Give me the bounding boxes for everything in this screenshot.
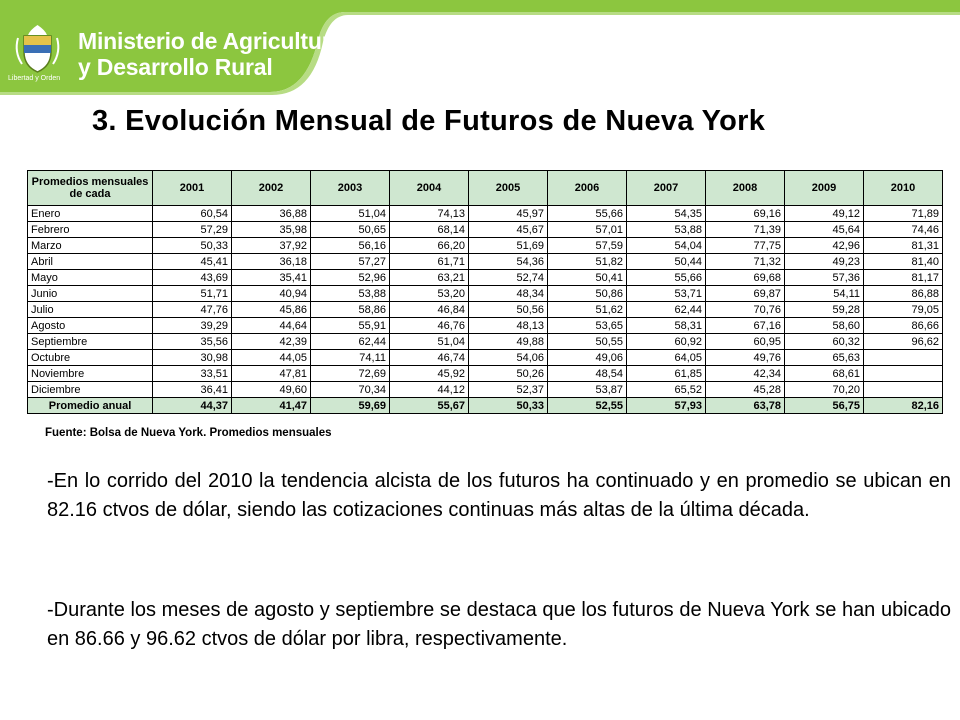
value-cell: 53,88	[311, 286, 390, 302]
year-header: 2001	[153, 171, 232, 206]
value-cell: 57,36	[785, 270, 864, 286]
average-cell: 59,69	[311, 398, 390, 414]
ministry-name-line2: y Desarrollo Rural	[78, 54, 273, 80]
table-row	[28, 382, 943, 398]
value-cell: 48,54	[548, 366, 627, 382]
month-cell: Junio	[28, 286, 153, 302]
month-cell: Marzo	[28, 238, 153, 254]
value-cell: 37,92	[232, 238, 311, 254]
value-cell: 59,28	[785, 302, 864, 318]
value-cell: 47,76	[153, 302, 232, 318]
header-banner	[0, 0, 960, 95]
value-cell: 56,16	[311, 238, 390, 254]
average-cell: 50,33	[469, 398, 548, 414]
value-cell: 46,84	[390, 302, 469, 318]
value-cell: 74,46	[864, 222, 943, 238]
value-cell: 50,33	[153, 238, 232, 254]
month-cell: Agosto	[28, 318, 153, 334]
value-cell: 69,68	[706, 270, 785, 286]
value-cell: 35,41	[232, 270, 311, 286]
month-cell: Noviembre	[28, 366, 153, 382]
value-cell: 60,92	[627, 334, 706, 350]
value-cell: 42,34	[706, 366, 785, 382]
month-cell: Diciembre	[28, 382, 153, 398]
corner-header: Promedios mensuales de cada	[28, 171, 153, 206]
value-cell: 53,88	[627, 222, 706, 238]
average-label: Promedio anual	[28, 398, 153, 414]
value-cell: 45,92	[390, 366, 469, 382]
year-header: 2008	[706, 171, 785, 206]
value-cell: 50,55	[548, 334, 627, 350]
value-cell: 44,12	[390, 382, 469, 398]
value-cell: 54,35	[627, 206, 706, 222]
value-cell: 49,06	[548, 350, 627, 366]
value-cell: 45,28	[706, 382, 785, 398]
average-cell: 82,16	[864, 398, 943, 414]
value-cell: 44,64	[232, 318, 311, 334]
value-cell: 49,12	[785, 206, 864, 222]
source-note: Fuente: Bolsa de Nueva York. Promedios mensuales	[45, 427, 332, 439]
value-cell: 66,20	[390, 238, 469, 254]
value-cell: 81,31	[864, 238, 943, 254]
value-cell: 86,66	[864, 318, 943, 334]
average-cell: 52,55	[548, 398, 627, 414]
table-row	[28, 206, 943, 222]
year-header: 2006	[548, 171, 627, 206]
futures-table	[27, 170, 943, 414]
average-cell: 56,75	[785, 398, 864, 414]
value-cell: 52,96	[311, 270, 390, 286]
value-cell: 45,97	[469, 206, 548, 222]
year-header: 2007	[627, 171, 706, 206]
average-cell: 44,37	[153, 398, 232, 414]
value-cell: 55,66	[627, 270, 706, 286]
value-cell: 74,13	[390, 206, 469, 222]
value-cell: 58,31	[627, 318, 706, 334]
value-cell: 48,13	[469, 318, 548, 334]
ministry-name-line1: Ministerio de Agricultura	[78, 28, 344, 54]
value-cell: 49,60	[232, 382, 311, 398]
value-cell	[864, 350, 943, 366]
value-cell: 81,40	[864, 254, 943, 270]
value-cell: 71,32	[706, 254, 785, 270]
value-cell: 72,69	[311, 366, 390, 382]
value-cell: 54,06	[469, 350, 548, 366]
value-cell: 52,74	[469, 270, 548, 286]
value-cell: 68,61	[785, 366, 864, 382]
value-cell: 65,63	[785, 350, 864, 366]
average-cell: 57,93	[627, 398, 706, 414]
value-cell: 62,44	[311, 334, 390, 350]
value-cell: 36,18	[232, 254, 311, 270]
coat-of-arms-icon	[10, 22, 70, 82]
table-row	[28, 238, 943, 254]
value-cell: 63,21	[390, 270, 469, 286]
month-cell: Enero	[28, 206, 153, 222]
value-cell: 54,11	[785, 286, 864, 302]
value-cell: 58,86	[311, 302, 390, 318]
value-cell: 67,16	[706, 318, 785, 334]
month-cell: Julio	[28, 302, 153, 318]
value-cell: 51,71	[153, 286, 232, 302]
value-cell: 36,41	[153, 382, 232, 398]
value-cell: 45,86	[232, 302, 311, 318]
value-cell	[864, 366, 943, 382]
value-cell: 57,27	[311, 254, 390, 270]
value-cell: 62,44	[627, 302, 706, 318]
value-cell: 53,65	[548, 318, 627, 334]
value-cell: 45,41	[153, 254, 232, 270]
page-title: 3. Evolución Mensual de Futuros de Nueva York	[92, 105, 766, 137]
table-header-row	[28, 171, 943, 206]
logo-caption: Libertad y Orden	[8, 75, 61, 82]
value-cell: 48,34	[469, 286, 548, 302]
value-cell: 33,51	[153, 366, 232, 382]
year-header: 2009	[785, 171, 864, 206]
value-cell: 60,32	[785, 334, 864, 350]
average-cell: 55,67	[390, 398, 469, 414]
value-cell: 44,05	[232, 350, 311, 366]
table-row	[28, 286, 943, 302]
value-cell: 50,56	[469, 302, 548, 318]
value-cell: 47,81	[232, 366, 311, 382]
value-cell: 43,69	[153, 270, 232, 286]
value-cell: 96,62	[864, 334, 943, 350]
value-cell: 45,67	[469, 222, 548, 238]
value-cell: 53,20	[390, 286, 469, 302]
table-row	[28, 350, 943, 366]
value-cell: 57,29	[153, 222, 232, 238]
table-row	[28, 222, 943, 238]
value-cell: 70,76	[706, 302, 785, 318]
value-cell: 69,87	[706, 286, 785, 302]
value-cell: 50,44	[627, 254, 706, 270]
value-cell: 54,36	[469, 254, 548, 270]
value-cell: 36,88	[232, 206, 311, 222]
table-row	[28, 270, 943, 286]
average-cell: 41,47	[232, 398, 311, 414]
value-cell: 57,01	[548, 222, 627, 238]
table-row	[28, 318, 943, 334]
table-row	[28, 254, 943, 270]
value-cell: 68,14	[390, 222, 469, 238]
year-header: 2010	[864, 171, 943, 206]
value-cell: 64,05	[627, 350, 706, 366]
value-cell: 58,60	[785, 318, 864, 334]
value-cell: 70,34	[311, 382, 390, 398]
year-header: 2002	[232, 171, 311, 206]
value-cell: 49,88	[469, 334, 548, 350]
value-cell: 50,65	[311, 222, 390, 238]
ministry-name	[78, 28, 343, 80]
value-cell: 61,71	[390, 254, 469, 270]
value-cell	[864, 382, 943, 398]
value-cell: 65,52	[627, 382, 706, 398]
value-cell: 70,20	[785, 382, 864, 398]
value-cell: 50,86	[548, 286, 627, 302]
value-cell: 46,74	[390, 350, 469, 366]
paragraph-aug-sep: -Durante los meses de agosto y septiembre se destaca que los futuros de Nueva York se han ubicado en 86.66 y 96.62 ctvos de dólar por libra, respectivamente.	[47, 599, 951, 650]
table-row	[28, 334, 943, 350]
value-cell: 50,41	[548, 270, 627, 286]
value-cell: 51,82	[548, 254, 627, 270]
value-cell: 40,94	[232, 286, 311, 302]
value-cell: 53,87	[548, 382, 627, 398]
value-cell: 61,85	[627, 366, 706, 382]
value-cell: 35,98	[232, 222, 311, 238]
value-cell: 71,39	[706, 222, 785, 238]
table-row	[28, 302, 943, 318]
value-cell: 77,75	[706, 238, 785, 254]
value-cell: 55,66	[548, 206, 627, 222]
value-cell: 51,04	[390, 334, 469, 350]
average-row	[28, 398, 943, 414]
value-cell: 42,96	[785, 238, 864, 254]
value-cell: 86,88	[864, 286, 943, 302]
table-row	[28, 366, 943, 382]
value-cell: 49,23	[785, 254, 864, 270]
value-cell: 79,05	[864, 302, 943, 318]
value-cell: 81,17	[864, 270, 943, 286]
value-cell: 71,89	[864, 206, 943, 222]
year-header: 2004	[390, 171, 469, 206]
value-cell: 45,64	[785, 222, 864, 238]
value-cell: 50,26	[469, 366, 548, 382]
value-cell: 52,37	[469, 382, 548, 398]
value-cell: 74,11	[311, 350, 390, 366]
year-header: 2003	[311, 171, 390, 206]
month-cell: Septiembre	[28, 334, 153, 350]
month-cell: Abril	[28, 254, 153, 270]
value-cell: 30,98	[153, 350, 232, 366]
month-cell: Febrero	[28, 222, 153, 238]
value-cell: 54,04	[627, 238, 706, 254]
value-cell: 35,56	[153, 334, 232, 350]
value-cell: 55,91	[311, 318, 390, 334]
average-cell: 63,78	[706, 398, 785, 414]
value-cell: 51,62	[548, 302, 627, 318]
value-cell: 60,54	[153, 206, 232, 222]
value-cell: 53,71	[627, 286, 706, 302]
paragraph-trend: -En lo corrido del 2010 la tendencia alcista de los futuros ha continuado y en promedio se ubican en 82.16 ctvos de dólar, siendo las cotizaciones continuas más altas de la última década.	[47, 470, 951, 521]
year-header: 2005	[469, 171, 548, 206]
value-cell: 51,69	[469, 238, 548, 254]
value-cell: 60,95	[706, 334, 785, 350]
value-cell: 46,76	[390, 318, 469, 334]
value-cell: 49,76	[706, 350, 785, 366]
value-cell: 69,16	[706, 206, 785, 222]
value-cell: 51,04	[311, 206, 390, 222]
value-cell: 57,59	[548, 238, 627, 254]
month-cell: Mayo	[28, 270, 153, 286]
value-cell: 42,39	[232, 334, 311, 350]
month-cell: Octubre	[28, 350, 153, 366]
value-cell: 39,29	[153, 318, 232, 334]
